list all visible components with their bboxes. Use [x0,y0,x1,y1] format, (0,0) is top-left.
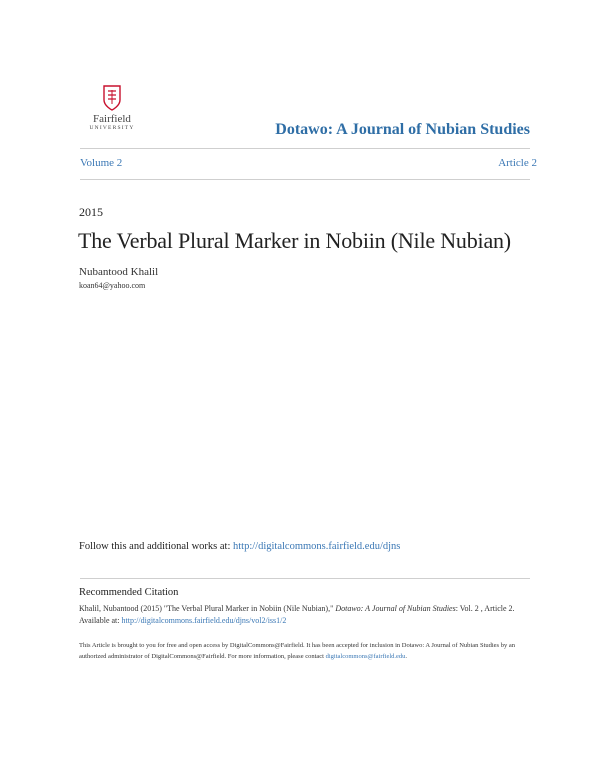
volume-link[interactable]: Volume 2 [80,157,123,169]
meta-divider [80,179,530,180]
recommended-citation-heading: Recommended Citation [79,587,179,598]
notice-end: . [405,653,408,660]
citation-link[interactable]: http://digitalcommons.fairfield.edu/djns/vol2/iss1/2 [121,616,287,625]
fairfield-seal-icon [101,84,123,112]
header-divider [80,148,530,149]
citation-after: : Vol. 2 , Article 2. [455,604,515,613]
author-name: Nubantood Khalil [79,266,159,278]
article-title: The Verbal Plural Marker in Nobiin (Nile Nubian) [78,228,511,253]
citation-journal: Dotawo: A Journal of Nubian Studies [335,604,456,613]
citation-divider [80,578,530,579]
follow-line [79,541,400,552]
notice-email-link[interactable]: digitalcommons@fairfield.edu [325,653,406,660]
university-logo [82,84,142,132]
follow-text: Follow this and additional works at: [79,541,233,552]
notice-text: This Article is brought to you for free and open access by DigitalCommons@Fairfield. It has been accepted for inclusion in Dotawo: A Journal of Nubian Studies by an authorized administrator of DigitalCommons@Fairfield. For more information, please contact [79,642,515,660]
author-email: koan64@yahoo.com [79,281,146,290]
access-notice [79,640,534,662]
journal-title-link[interactable]: Dotawo: A Journal of Nubian Studies [275,121,530,138]
citation-text [79,603,534,627]
citation-before: Khalil, Nubantood (2015) "The Verbal Plural Marker in Nobiin (Nile Nubian)," [79,604,336,613]
follow-link[interactable]: http://digitalcommons.fairfield.edu/djns [233,541,401,552]
article-link[interactable]: Article 2 [498,157,537,169]
logo-subtitle: UNIVERSITY [89,125,135,131]
publication-year: 2015 [79,205,103,219]
logo-name: Fairfield [93,113,131,125]
citation-available-label: Available at: [79,616,122,625]
